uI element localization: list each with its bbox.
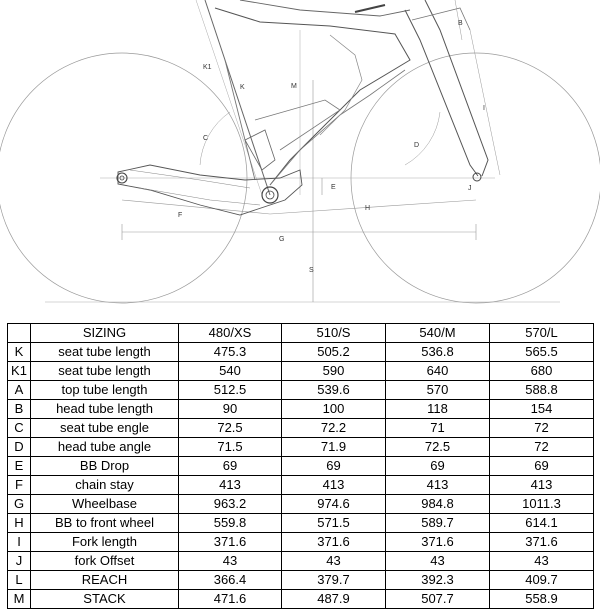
row-label-cell: head tube length [31, 400, 179, 419]
label-h: H [365, 205, 371, 212]
table-row [8, 514, 594, 533]
row-code-cell: C [8, 419, 31, 438]
table-row [8, 495, 594, 514]
label-k1: K1 [203, 64, 212, 71]
value-cell: 680 [490, 362, 594, 381]
value-cell: 559.8 [179, 514, 282, 533]
row-label-cell: seat tube length [31, 343, 179, 362]
header-cell: 510/S [282, 324, 386, 343]
value-cell: 413 [179, 476, 282, 495]
value-cell: 43 [386, 552, 490, 571]
value-cell: 118 [386, 400, 490, 419]
value-cell: 589.7 [386, 514, 490, 533]
row-code-cell: B [8, 400, 31, 419]
value-cell: 154 [490, 400, 594, 419]
label-c: C [203, 135, 209, 142]
label-f: F [178, 212, 183, 219]
value-cell: 72.5 [179, 419, 282, 438]
table-row [8, 476, 594, 495]
value-cell: 539.6 [282, 381, 386, 400]
value-cell: 505.2 [282, 343, 386, 362]
value-cell: 72.2 [282, 419, 386, 438]
table-row [8, 457, 594, 476]
value-cell: 72 [490, 438, 594, 457]
value-cell: 588.8 [490, 381, 594, 400]
value-cell: 72.5 [386, 438, 490, 457]
value-cell: 371.6 [386, 533, 490, 552]
value-cell: 366.4 [179, 571, 282, 590]
row-code-cell: L [8, 571, 31, 590]
value-cell: 371.6 [490, 533, 594, 552]
value-cell: 43 [179, 552, 282, 571]
value-cell: 475.3 [179, 343, 282, 362]
row-label-cell: Wheelbase [31, 495, 179, 514]
value-cell: 507.7 [386, 590, 490, 609]
row-label-cell: STACK [31, 590, 179, 609]
value-cell: 614.1 [490, 514, 594, 533]
row-code-cell: J [8, 552, 31, 571]
row-label-cell: head tube angle [31, 438, 179, 457]
value-cell: 570 [386, 381, 490, 400]
value-cell: 984.8 [386, 495, 490, 514]
value-cell: 590 [282, 362, 386, 381]
row-code-cell: G [8, 495, 31, 514]
row-label-cell: chain stay [31, 476, 179, 495]
table-row [8, 400, 594, 419]
row-label-cell: BB Drop [31, 457, 179, 476]
value-cell: 640 [386, 362, 490, 381]
value-cell: 100 [282, 400, 386, 419]
row-code-cell: M [8, 590, 31, 609]
value-cell: 487.9 [282, 590, 386, 609]
value-cell: 371.6 [179, 533, 282, 552]
table-row [8, 571, 594, 590]
value-cell: 392.3 [386, 571, 490, 590]
header-cell [8, 324, 31, 343]
value-cell: 90 [179, 400, 282, 419]
row-code-cell: I [8, 533, 31, 552]
label-d: D [414, 142, 420, 149]
table-row [8, 438, 594, 457]
value-cell: 571.5 [282, 514, 386, 533]
table-row [8, 362, 594, 381]
label-m: M [291, 83, 297, 90]
row-code-cell: D [8, 438, 31, 457]
value-cell: 1011.3 [490, 495, 594, 514]
value-cell: 371.6 [282, 533, 386, 552]
value-cell: 540 [179, 362, 282, 381]
row-label-cell: Fork length [31, 533, 179, 552]
value-cell: 413 [386, 476, 490, 495]
label-i: I [483, 105, 485, 112]
value-cell: 413 [490, 476, 594, 495]
value-cell: 69 [282, 457, 386, 476]
table-row [8, 590, 594, 609]
value-cell: 43 [490, 552, 594, 571]
row-label-cell: seat tube engle [31, 419, 179, 438]
header-cell: 480/XS [179, 324, 282, 343]
header-cell: 540/M [386, 324, 490, 343]
sizing-table [7, 323, 594, 609]
row-code-cell: K1 [8, 362, 31, 381]
value-cell: 558.9 [490, 590, 594, 609]
row-label-cell: fork Offset [31, 552, 179, 571]
value-cell: 71.9 [282, 438, 386, 457]
value-cell: 536.8 [386, 343, 490, 362]
value-cell: 71.5 [179, 438, 282, 457]
table-row [8, 552, 594, 571]
table-row [8, 419, 594, 438]
table-row [8, 381, 594, 400]
label-k: K [240, 84, 245, 91]
row-code-cell: A [8, 381, 31, 400]
row-code-cell: E [8, 457, 31, 476]
value-cell: 963.2 [179, 495, 282, 514]
value-cell: 379.7 [282, 571, 386, 590]
row-label-cell: BB to front wheel [31, 514, 179, 533]
row-label-cell: REACH [31, 571, 179, 590]
row-code-cell: H [8, 514, 31, 533]
value-cell: 512.5 [179, 381, 282, 400]
table-header-row [8, 324, 594, 343]
value-cell: 974.6 [282, 495, 386, 514]
label-j: J [468, 185, 472, 192]
value-cell: 72 [490, 419, 594, 438]
value-cell: 71 [386, 419, 490, 438]
row-label-cell: top tube length [31, 381, 179, 400]
row-code-cell: K [8, 343, 31, 362]
value-cell: 69 [386, 457, 490, 476]
label-s: S [309, 267, 314, 274]
value-cell: 471.6 [179, 590, 282, 609]
header-cell: SIZING [31, 324, 179, 343]
value-cell: 43 [282, 552, 386, 571]
table-row [8, 343, 594, 362]
value-cell: 69 [179, 457, 282, 476]
value-cell: 565.5 [490, 343, 594, 362]
table-row [8, 533, 594, 552]
value-cell: 409.7 [490, 571, 594, 590]
label-b: B [458, 20, 463, 27]
row-label-cell: seat tube length [31, 362, 179, 381]
row-code-cell: F [8, 476, 31, 495]
value-cell: 413 [282, 476, 386, 495]
label-e: E [331, 184, 336, 191]
label-g: G [279, 236, 285, 243]
value-cell: 69 [490, 457, 594, 476]
header-cell: 570/L [490, 324, 594, 343]
